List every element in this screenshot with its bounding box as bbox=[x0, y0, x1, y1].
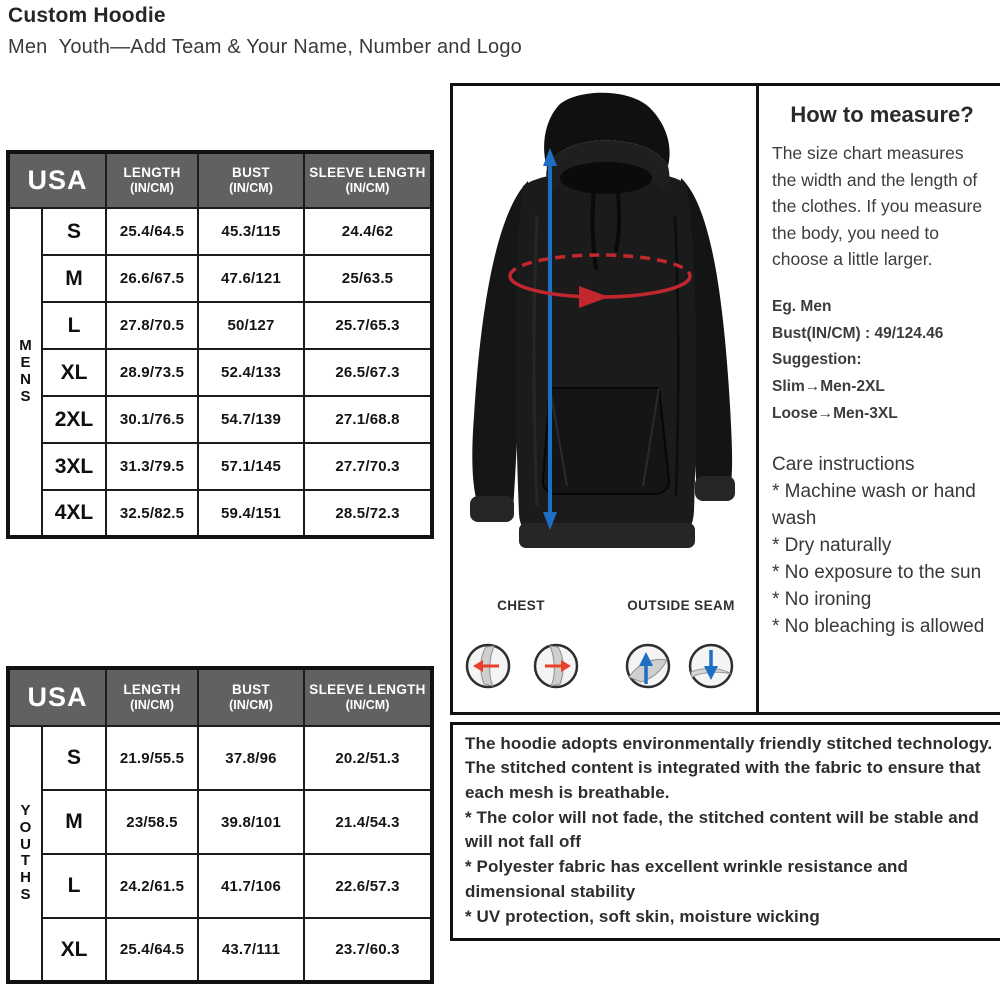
example-line: Loose→Men-3XL bbox=[772, 404, 898, 422]
length-value: 25.4/64.5 bbox=[106, 208, 198, 255]
size-cell: 4XL bbox=[42, 490, 106, 537]
size-cell: 3XL bbox=[42, 443, 106, 490]
seam-arrow-down-icon bbox=[690, 645, 732, 687]
size-cell: XL bbox=[42, 918, 106, 982]
how-to-measure-heading: How to measure? bbox=[790, 102, 974, 127]
bust-value: 54.7/139 bbox=[198, 396, 304, 443]
sleeve-header-unit: (IN/CM) bbox=[345, 181, 390, 196]
bust-value: 43.7/111 bbox=[198, 918, 304, 982]
how-to-measure-body: The size chart measures the width and the length of the clothes. If you measure the body, you need to choose a little larger. bbox=[772, 143, 983, 270]
table-row bbox=[8, 918, 432, 982]
length-value: 30.1/76.5 bbox=[106, 396, 198, 443]
youths-header-bust bbox=[198, 668, 304, 726]
table-row bbox=[8, 790, 432, 854]
bust-value: 50/127 bbox=[198, 302, 304, 349]
mens-header-usa: USA bbox=[8, 152, 106, 208]
youths-group-cell bbox=[8, 726, 42, 982]
sleeve-header-label: SLEEVE LENGTH bbox=[309, 681, 426, 697]
mens-header-bust bbox=[198, 152, 304, 208]
bust-value: 37.8/96 bbox=[198, 726, 304, 790]
size-cell: S bbox=[42, 726, 106, 790]
table-row bbox=[8, 349, 432, 396]
table-row bbox=[8, 490, 432, 537]
sleeve-value: 27.1/68.8 bbox=[304, 396, 432, 443]
sleeve-value: 21.4/54.3 bbox=[304, 790, 432, 854]
length-value: 26.6/67.5 bbox=[106, 255, 198, 302]
bust-value: 47.6/121 bbox=[198, 255, 304, 302]
sleeve-header-unit: (IN/CM) bbox=[345, 698, 390, 713]
page-subtitle: Men Youth—Add Team & Your Name, Number and Logo bbox=[8, 36, 523, 58]
care-instructions bbox=[772, 452, 992, 641]
table-row bbox=[8, 854, 432, 918]
description-paragraph: * The color will not fade, the stitched content will be stable and will not fall off bbox=[465, 807, 979, 852]
care-item: * No ironing bbox=[772, 589, 872, 611]
size-cell: L bbox=[42, 302, 106, 349]
how-to-measure-panel bbox=[756, 86, 1000, 712]
mens-group-cell bbox=[8, 208, 42, 537]
care-item: * No bleaching is allowed bbox=[772, 616, 985, 638]
description-paragraph: The hoodie adopts environmentally friendly stitched technology. The stitched content is integrated with the fabric to ensure that each mesh is breathable. bbox=[465, 734, 993, 802]
seam-arrow-up-icon bbox=[627, 645, 669, 687]
length-value: 31.3/79.5 bbox=[106, 443, 198, 490]
bust-value: 45.3/115 bbox=[198, 208, 304, 255]
table-row bbox=[8, 208, 432, 255]
sizing-example bbox=[772, 294, 992, 427]
description-paragraph: * Polyester fabric has excellent wrinkle resistance and dimensional stability bbox=[465, 857, 908, 901]
sleeve-value: 25/63.5 bbox=[304, 255, 432, 302]
example-line: Bust(IN/CM) : 49/124.46 bbox=[772, 324, 944, 342]
description-paragraph: * UV protection, soft skin, moisture wicking bbox=[465, 907, 820, 927]
table-row bbox=[8, 396, 432, 443]
care-item: * No exposure to the sun bbox=[772, 562, 982, 584]
table-row bbox=[8, 255, 432, 302]
length-value: 21.9/55.5 bbox=[106, 726, 198, 790]
youths-size-table bbox=[6, 666, 434, 984]
fabric-description-box bbox=[450, 722, 1000, 941]
bust-header-label: BUST bbox=[232, 681, 270, 697]
example-line: Slim→Men-2XL bbox=[772, 377, 885, 395]
length-header-label: LENGTH bbox=[123, 681, 181, 697]
youths-table-header-row bbox=[8, 668, 432, 726]
youths-header-sleeve bbox=[304, 668, 432, 726]
size-cell: L bbox=[42, 854, 106, 918]
care-item: * Machine wash or hand wash bbox=[772, 481, 976, 530]
length-value: 28.9/73.5 bbox=[106, 349, 198, 396]
mens-header-length bbox=[106, 152, 198, 208]
hoodie-photo bbox=[453, 86, 756, 712]
length-value: 23/58.5 bbox=[106, 790, 198, 854]
chest-arrow-right-icon bbox=[535, 645, 577, 687]
example-line: Eg. Men bbox=[772, 297, 832, 315]
bust-header-unit: (IN/CM) bbox=[229, 181, 273, 196]
size-cell: S bbox=[42, 208, 106, 255]
length-value: 32.5/82.5 bbox=[106, 490, 198, 537]
length-header-unit: (IN/CM) bbox=[130, 181, 174, 196]
bust-header-unit: (IN/CM) bbox=[229, 698, 273, 713]
chest-arrow-left-icon bbox=[467, 645, 509, 687]
care-item: * Dry naturally bbox=[772, 535, 892, 557]
outside-seam-label: OUTSIDE SEAM bbox=[627, 598, 735, 613]
sleeve-value: 22.6/57.3 bbox=[304, 854, 432, 918]
mens-size-table bbox=[6, 150, 434, 539]
youths-group-label: Y O U T H S bbox=[19, 802, 32, 903]
size-cell: M bbox=[42, 790, 106, 854]
length-value: 25.4/64.5 bbox=[106, 918, 198, 982]
measure-box bbox=[450, 83, 1000, 715]
sleeve-value: 24.4/62 bbox=[304, 208, 432, 255]
chest-label: CHEST bbox=[497, 598, 545, 613]
bust-value: 52.4/133 bbox=[198, 349, 304, 396]
page-title: Custom Hoodie bbox=[8, 4, 166, 27]
hoodie-panel bbox=[453, 86, 756, 712]
table-row bbox=[8, 443, 432, 490]
length-value: 24.2/61.5 bbox=[106, 854, 198, 918]
bust-value: 39.8/101 bbox=[198, 790, 304, 854]
sleeve-value: 28.5/72.3 bbox=[304, 490, 432, 537]
mens-group-label: M E N S bbox=[19, 337, 32, 405]
sleeve-value: 25.7/65.3 bbox=[304, 302, 432, 349]
mens-table-header-row bbox=[8, 152, 432, 208]
bust-header-label: BUST bbox=[232, 164, 270, 180]
size-cell: M bbox=[42, 255, 106, 302]
length-header-unit: (IN/CM) bbox=[130, 698, 174, 713]
youths-header-usa: USA bbox=[8, 668, 106, 726]
bust-value: 59.4/151 bbox=[198, 490, 304, 537]
sleeve-header-label: SLEEVE LENGTH bbox=[309, 164, 426, 180]
sleeve-value: 26.5/67.3 bbox=[304, 349, 432, 396]
length-value: 27.8/70.5 bbox=[106, 302, 198, 349]
sleeve-value: 20.2/51.3 bbox=[304, 726, 432, 790]
length-header-label: LENGTH bbox=[123, 164, 181, 180]
table-row bbox=[8, 302, 432, 349]
bust-value: 41.7/106 bbox=[198, 854, 304, 918]
care-heading: Care instructions bbox=[772, 454, 915, 476]
youths-header-length bbox=[106, 668, 198, 726]
size-cell: 2XL bbox=[42, 396, 106, 443]
bust-value: 57.1/145 bbox=[198, 443, 304, 490]
size-cell: XL bbox=[42, 349, 106, 396]
hoodie-pocket bbox=[543, 388, 669, 494]
table-row bbox=[8, 726, 432, 790]
sleeve-value: 27.7/70.3 bbox=[304, 443, 432, 490]
mens-header-sleeve bbox=[304, 152, 432, 208]
example-line: Suggestion: bbox=[772, 351, 862, 369]
sleeve-value: 23.7/60.3 bbox=[304, 918, 432, 982]
